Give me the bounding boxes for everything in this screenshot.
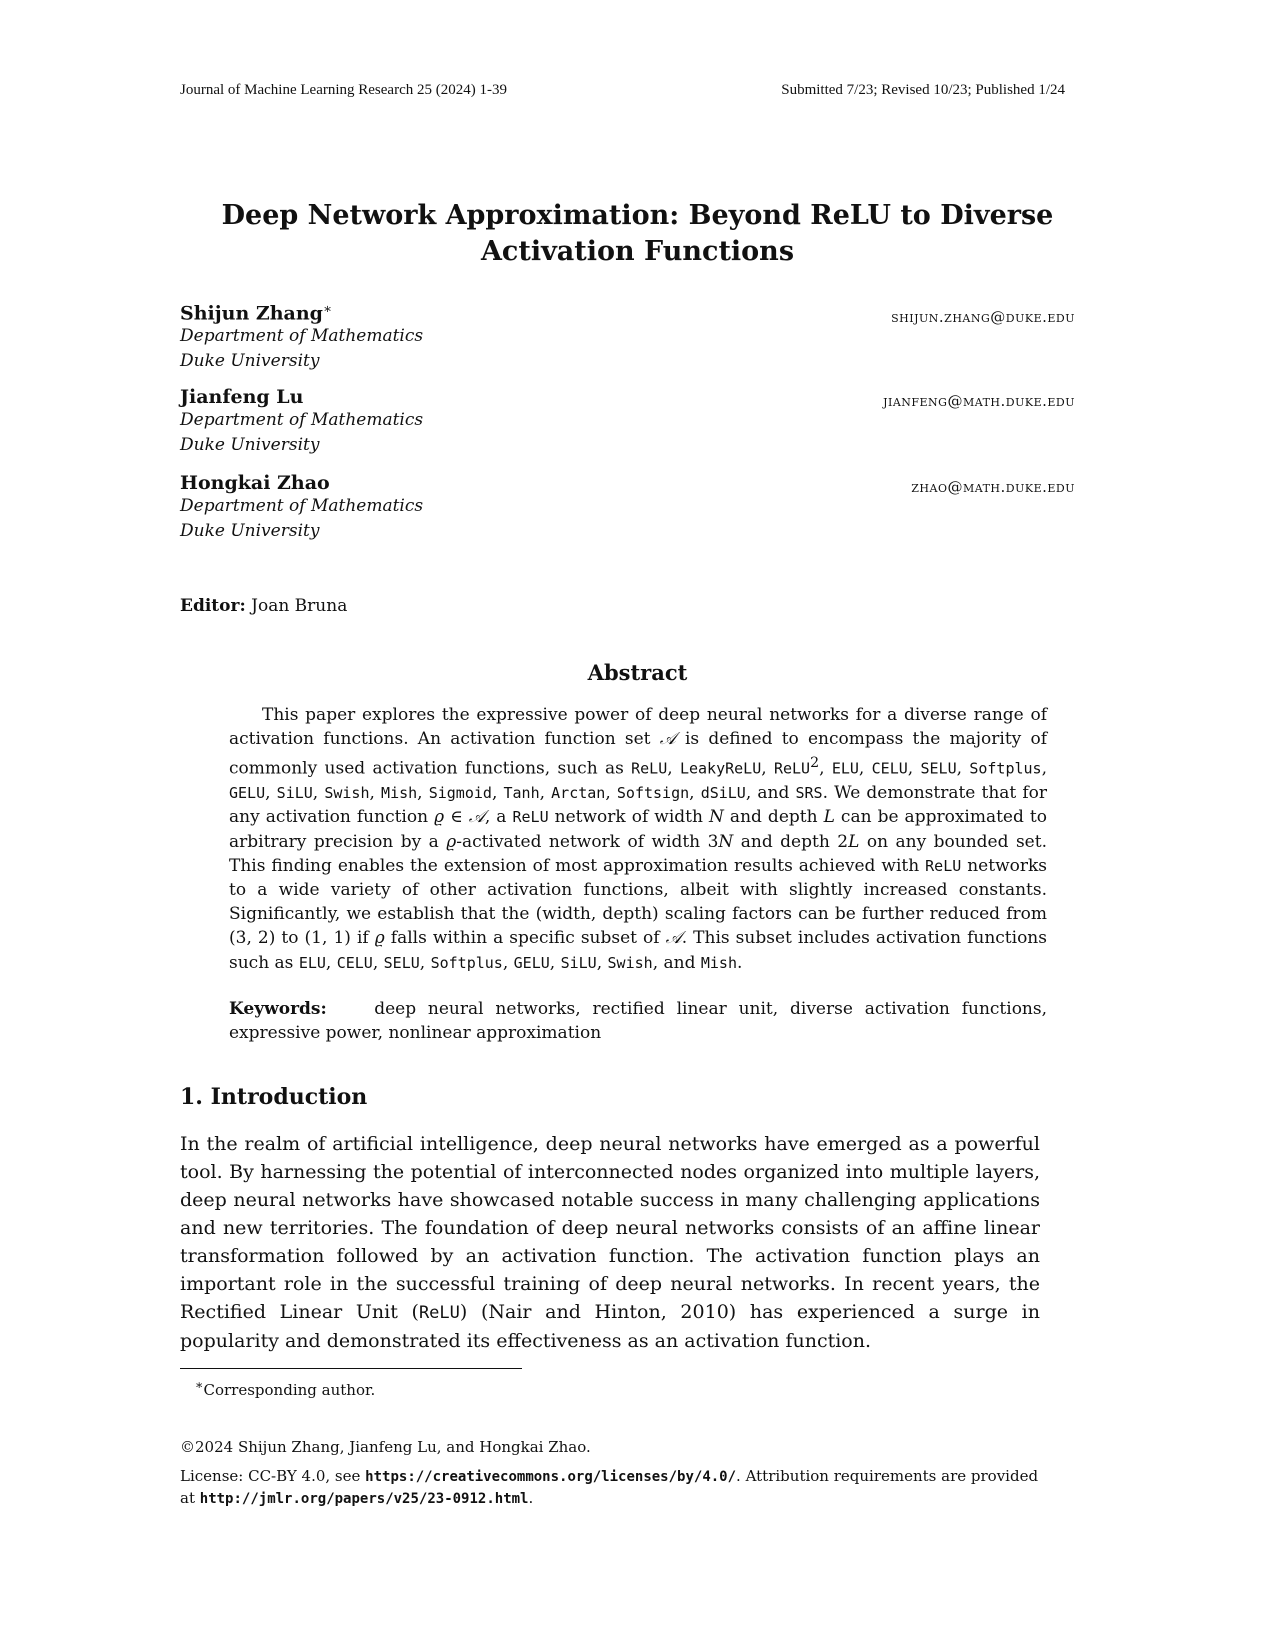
footnote <box>195 1377 375 1399</box>
section-heading-introduction: 1. Introduction <box>180 1084 368 1110</box>
keywords-label: Keywords: <box>229 999 327 1019</box>
author-email[interactable]: jianfeng@math.duke.edu <box>883 392 1075 410</box>
copyright-line <box>180 1438 591 1456</box>
copyright-text: 2024 Shijun Zhang, Jianfeng Lu, and Hongkai Zhao. <box>195 1438 591 1456</box>
abstract-heading: Abstract <box>587 660 688 685</box>
abstract-text: This paper explores the expressive power of deep neural networks for a diverse range of activation functions. An activation function set 𝒜 is defined to encompass the majority of commonly used activation functions, such as ReLU, LeakyReLU, ReLU$^2$, ELU, CELU, SELU, Softplus, GELU, SiLU, Swish, Mish, Sigmoid, Tanh, Arctan, Softsign, dSiLU, and SRS. We demonstrate that for any activation function ϱ ∈ 𝒜, a ReLU network of width N and depth L can be approximated to arbitrary precision by a ϱ-activated network of width 3N and depth 2L on any bounded set. This finding enables the extension of most approximation results achieved with ReLU networks to a wide variety of other activation functions, albeit with slightly increased constants. Significantly, we establish that the (width, depth) scaling factors can be further reduced from (3, 2) to (1, 1) if ϱ falls within a specific subset of 𝒜. This subset includes activation functions such as ELU, CELU, SELU, Softplus, GELU, SiLU, Swish, and Mish. <box>229 705 1048 973</box>
author-university: Duke University <box>180 521 320 541</box>
paper-link[interactable]: http://jmlr.org/papers/v25/23-0912.html <box>199 1491 529 1507</box>
footnote-mark: ∗ <box>195 1377 204 1392</box>
keywords <box>229 997 1047 1045</box>
author-name: Shijun Zhang <box>180 302 323 325</box>
editor-label: Editor: <box>180 596 246 616</box>
title-line-1: Deep Network Approximation: Beyond ReLU to Diverse <box>221 200 1054 231</box>
author-block-2 <box>180 386 423 458</box>
author-name: Jianfeng Lu <box>180 386 304 408</box>
author-department: Department of Mathematics <box>180 410 424 430</box>
author-department: Department of Mathematics <box>180 326 424 347</box>
footnote-text: Corresponding author. <box>203 1381 376 1399</box>
submission-dates: Submitted 7/23; Revised 10/23; Published 1/24 <box>781 82 1065 98</box>
footnote-rule <box>180 1368 522 1369</box>
editor-name: Joan Bruna <box>251 596 348 616</box>
author-block-1 <box>180 302 423 374</box>
introduction-paragraph: In the realm of artificial intelligence, deep neural networks have emerged as a powerful tool. By harnessing the potential of interconnected nodes organized into multiple layers, deep neural networks have showcased notable success in many challenging applications and new territories. The foundation of deep neural networks consists of an affine linear transformation followed by an activation function. The activation function plays an important role in the successful training of deep neural networks. In recent years, the Rectified Linear Unit (ReLU) (Nair and Hinton, 2010) has experienced a surge in popularity and demonstrated its effectiveness as an activation function. <box>180 1133 1040 1352</box>
footnote-mark: ∗ <box>322 302 333 317</box>
license-link[interactable]: https://creativecommons.org/licenses/by/4.0/ <box>365 1469 737 1485</box>
license-text: License: CC-BY 4.0, see https://creativecommons.org/licenses/by/4.0/. Attribution requirements are provided at http://jmlr.org/papers/v25/23-0912.html. <box>180 1467 1039 1507</box>
author-university: Duke University <box>180 435 320 455</box>
keywords-list: deep neural networks, rectified linear unit, diverse activation functions, expressive power, nonlinear approximation <box>229 999 1048 1044</box>
title-line-2: Activation Functions <box>480 236 795 267</box>
author-email[interactable]: shijun.zhang@duke.edu <box>891 308 1075 326</box>
journal-header: Journal of Machine Learning Research 25 (2024) 1-39 <box>180 82 507 98</box>
author-department: Department of Mathematics <box>180 496 424 516</box>
author-email[interactable]: zhao@math.duke.edu <box>911 478 1075 496</box>
editor-line <box>180 596 347 616</box>
paper-title <box>0 198 1275 270</box>
author-name: Hongkai Zhao <box>180 472 330 494</box>
author-block-3 <box>180 472 423 544</box>
author-university: Duke University <box>180 351 320 372</box>
copyright-symbol: © <box>180 1438 195 1456</box>
